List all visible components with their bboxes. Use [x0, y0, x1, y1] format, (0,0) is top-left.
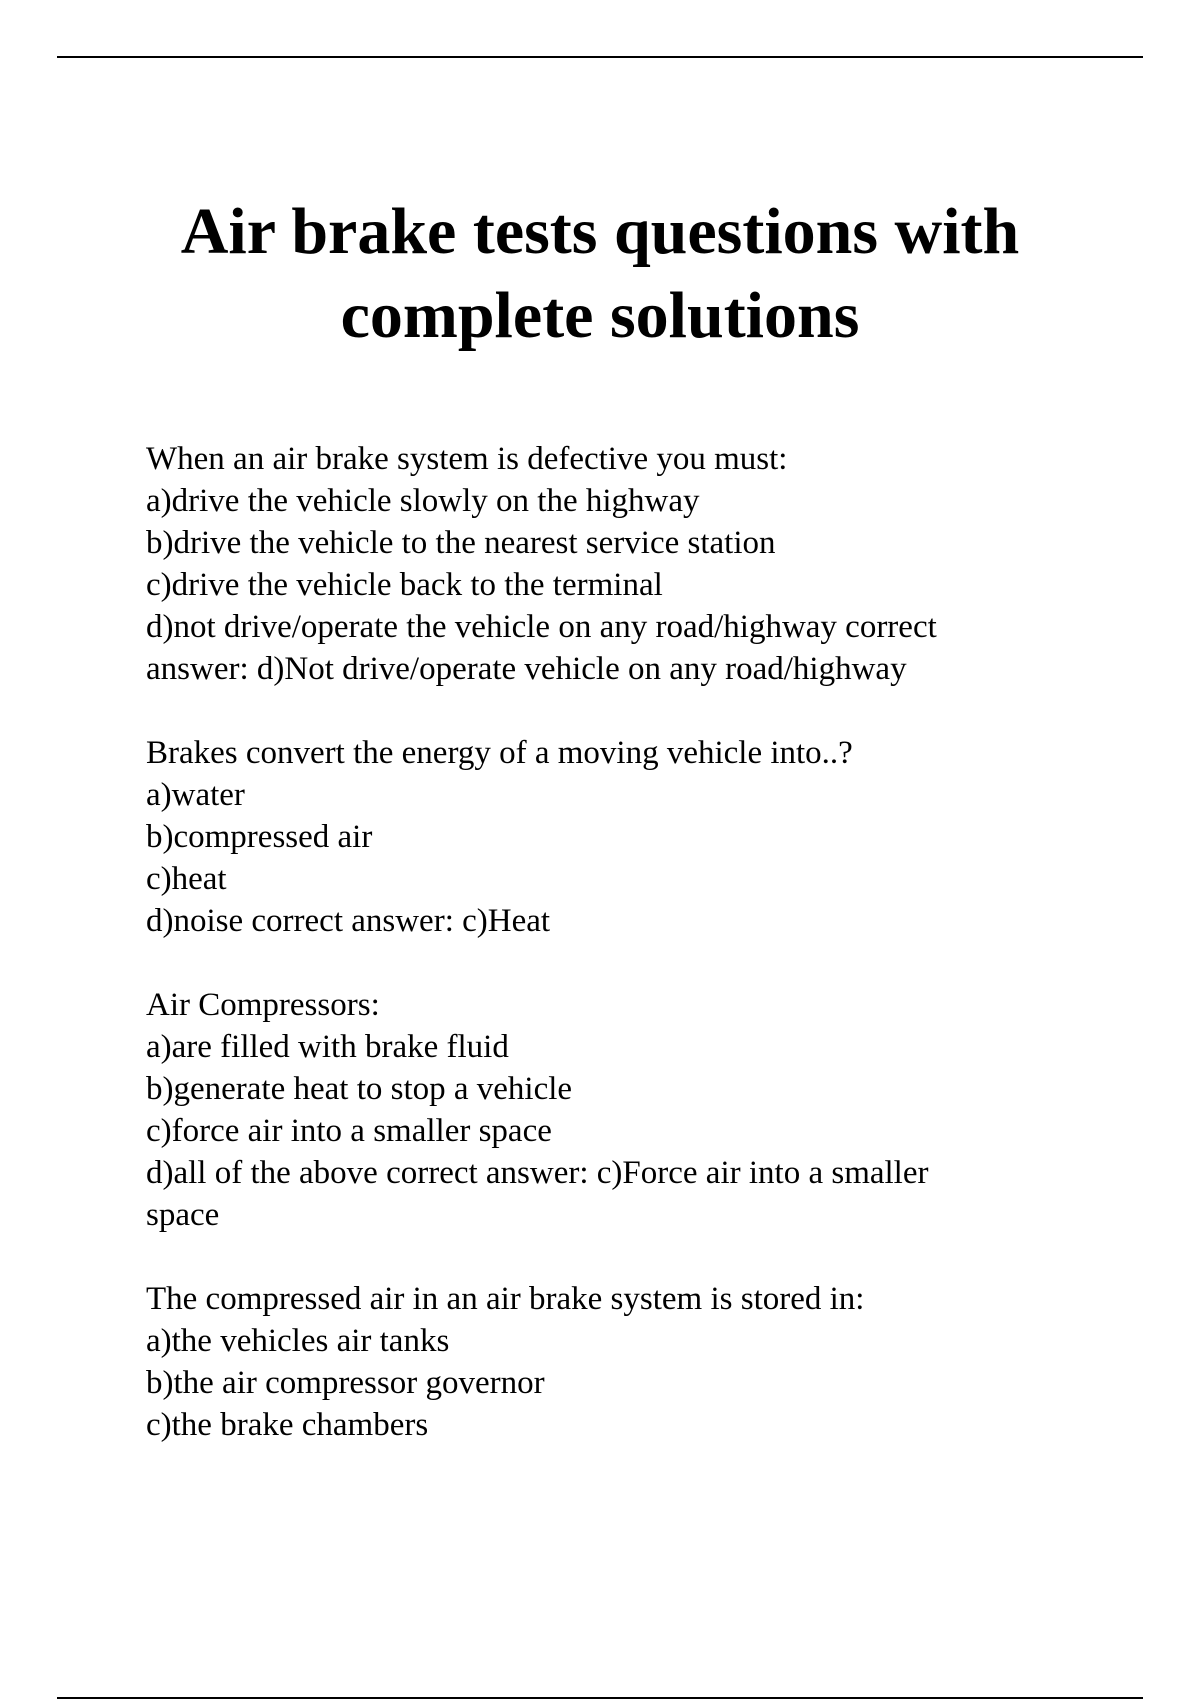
question-block [146, 732, 1046, 942]
answer-option: b)the air compressor governor [146, 1365, 545, 1401]
answer-option-with-correct-answer: d)noise correct answer: c)Heat [146, 903, 551, 939]
answer-option: c)heat [146, 861, 227, 897]
answer-option: a)drive the vehicle slowly on the highway [146, 483, 700, 519]
answer-option: c)drive the vehicle back to the terminal [146, 567, 663, 603]
answer-option: c)the brake chambers [146, 1407, 429, 1443]
answer-option: b)generate heat to stop a vehicle [146, 1071, 573, 1107]
question-prompt: When an air brake system is defective you must: [146, 441, 788, 477]
bottom-rule [57, 1697, 1143, 1699]
question-block [146, 984, 1046, 1236]
question-prompt: The compressed air in an air brake system is stored in: [146, 1281, 865, 1317]
answer-option: a)are filled with brake fluid [146, 1029, 509, 1065]
answer-option: a)water [146, 777, 245, 813]
correct-answer: answer: d)Not drive/operate vehicle on any road/highway [146, 651, 907, 687]
answer-option: b)drive the vehicle to the nearest service station [146, 525, 776, 561]
question-prompt: Brakes convert the energy of a moving vehicle into..? [146, 735, 853, 771]
title-line: Air brake tests questions with [180, 195, 1020, 268]
top-rule [57, 56, 1143, 58]
question-block [146, 1278, 1046, 1446]
correct-answer: space [146, 1197, 220, 1233]
question-block [146, 438, 1046, 690]
question-list [146, 438, 1046, 1488]
answer-option: b)compressed air [146, 819, 373, 855]
document-title [100, 190, 1100, 358]
answer-option-with-correct-answer: d)all of the above correct answer: c)Force air into a smaller [146, 1155, 929, 1191]
answer-option: a)the vehicles air tanks [146, 1323, 450, 1359]
question-prompt: Air Compressors: [146, 987, 380, 1023]
answer-option-with-correct-answer: d)not drive/operate the vehicle on any road/highway correct [146, 609, 937, 645]
answer-option: c)force air into a smaller space [146, 1113, 552, 1149]
title-line: complete solutions [340, 279, 860, 352]
